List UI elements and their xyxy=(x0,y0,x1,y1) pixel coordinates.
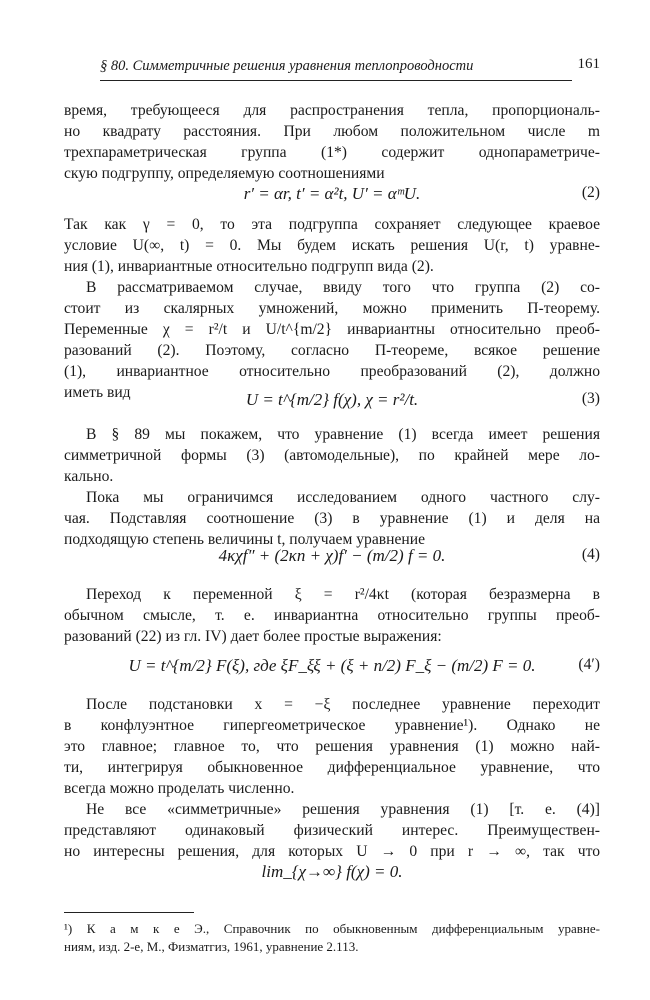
equation-number: (4) xyxy=(581,546,600,563)
text-line: После подстановки x = −ξ последнее уравнение переходит xyxy=(86,696,600,713)
text-line: кально. xyxy=(64,468,114,485)
text-line: разований (22) из гл. IV) дает более простые выражения: xyxy=(64,628,442,645)
text-line: Так как γ = 0, то эта подгруппа сохраняет следующее краевое xyxy=(64,216,600,233)
equation-number: (4′) xyxy=(578,656,600,673)
text-line: Переход к переменной ξ = r²/4κt (которая безразмерна в xyxy=(86,586,600,603)
text-line: условие U(∞, t) = 0. Мы будем искать решения U(r, t) уравне- xyxy=(64,237,600,254)
text-line: разований (2). Поэтому, согласно Π-теореме, всякое решение xyxy=(64,342,600,359)
equation-number: (3) xyxy=(581,390,600,407)
text-line: Пока мы ограничимся исследованием одного частного слу- xyxy=(86,489,600,506)
text-line: представляют одинаковый физический интерес. Преимуществен- xyxy=(64,822,600,839)
text-line: в конфлуэнтное гипергеометрическое уравнение¹). Однако не xyxy=(64,717,600,734)
text-line: скую подгруппу, определяемую соотношениями xyxy=(64,165,385,182)
text-line: чая. Подставляя соотношение (3) в уравнение (1) и деля на xyxy=(64,510,600,527)
footnote-line: ниям, изд. 2-е, М., Физматгиз, 1961, уравнение 2.113. xyxy=(64,939,359,954)
text-line: это главное; главное то, что решения уравнения (1) можно най- xyxy=(64,738,600,755)
text-line: трехпараметрическая группа (1*) содержит однопараметриче- xyxy=(64,144,600,161)
text-line: всегда можно проделать численно. xyxy=(64,780,295,797)
equation-4 xyxy=(64,546,600,574)
equation-number: (2) xyxy=(581,184,600,201)
page-number: 161 xyxy=(577,56,600,72)
text-line: симметричной формы (3) (автомодельные), по крайней мере ло- xyxy=(64,447,600,464)
equation-3 xyxy=(64,390,600,418)
text-line: но квадрату расстояния. При любом положительном числе m xyxy=(64,123,600,140)
text-line: обычном смысле, т. е. инвариантна относительно группы преоб- xyxy=(64,607,600,624)
text-line: В рассматриваемом случае, ввиду того что группа (2) со- xyxy=(86,279,600,296)
text-line: (1), инвариантное относительно преобразований (2), должно xyxy=(64,363,600,380)
text-line: ния (1), инвариантные относительно подгрупп вида (2). xyxy=(64,258,434,275)
equation-body: r′ = αr, t′ = α²t, U′ = αᵐU. xyxy=(243,184,421,203)
footnote-line: ¹) К а м к е Э., Справочник по обыкновенным дифференциальным уравне- xyxy=(64,921,600,936)
text-line: Не все «симметричные» решения уравнения (1) [т. е. (4)] xyxy=(86,801,600,818)
header-rule xyxy=(100,80,572,81)
text-line: время, требующееся для распространения тепла, пропорциональ- xyxy=(64,102,600,119)
equation-2 xyxy=(64,184,600,212)
equation-4-prime xyxy=(64,656,600,684)
text-line: Переменные χ = r²/t и U/t^{m/2} инвариантны относительно преоб- xyxy=(64,321,600,338)
text-line: подходящую степень величины t, получаем уравнение xyxy=(64,531,425,548)
text-line: В § 89 мы покажем, что уравнение (1) всегда имеет решения xyxy=(86,426,600,443)
text-line: стоит из скалярных умножений, можно применить Π-теорему. xyxy=(64,300,600,317)
equation-body: U = t^{m/2} F(ξ), где ξF_ξξ + (ξ + n/2) F_ξ − (m/2) F = 0. xyxy=(128,656,536,675)
equation-body: lim_{χ→∞} f(χ) = 0. xyxy=(261,862,403,881)
text-line: ти, интегрируя обыкновенное дифференциальное уравнение, что xyxy=(64,759,600,776)
text-line: но интересны решения, для которых U → 0 при r → ∞, так что xyxy=(64,843,600,860)
text-line: иметь вид xyxy=(64,384,131,401)
running-header xyxy=(100,58,600,82)
section-title: § 80. Симметричные решения уравнения теплопроводности xyxy=(100,58,474,74)
limit-equation xyxy=(64,862,600,890)
footnote-rule xyxy=(64,912,194,913)
equation-body: 4κχf″ + (2κn + χ)f′ − (m/2) f = 0. xyxy=(218,546,446,565)
equation-body: U = t^{m/2} f(χ), χ = r²/t. xyxy=(245,390,419,409)
